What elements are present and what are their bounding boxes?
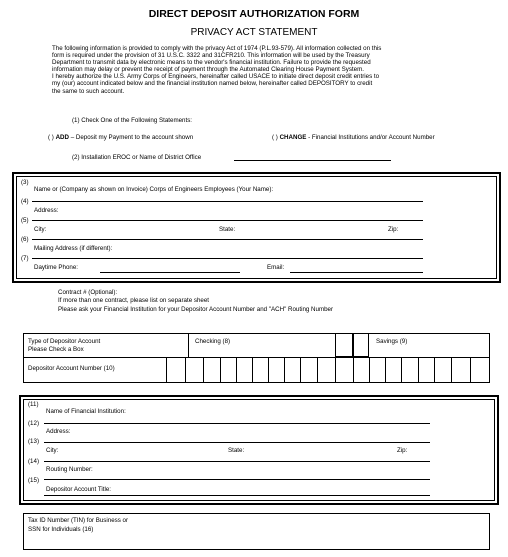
tax-id-sublabel: SSN for Individuals (16) [28, 526, 94, 533]
form-title: DIRECT DEPOSIT AUTHORIZATION FORM [148, 8, 360, 20]
table-divider [23, 357, 490, 358]
field-number: (12) [28, 420, 40, 427]
bank-state-label: State: [228, 447, 245, 454]
field-number: (15) [28, 477, 40, 484]
account-number-cell [401, 357, 402, 383]
daytime-phone-field[interactable] [100, 272, 240, 273]
account-number-cell [335, 357, 336, 383]
add-checkbox[interactable]: ( ) [48, 134, 54, 141]
payee-address-label: Address: [34, 207, 59, 214]
field-number: (11) [28, 401, 39, 408]
account-title-field[interactable] [44, 495, 430, 496]
paragraph-line: form is required under the provision of 31 U.S.C. 3322 and 31CFR210. This information will be used by the Treasury [52, 52, 370, 60]
bank-city-label: City: [46, 447, 59, 454]
account-number-label: Depositor Account Number (10) [28, 365, 115, 372]
account-title-label: Depositor Account Title: [46, 486, 112, 493]
table-divider [188, 333, 189, 357]
account-number-cell [434, 357, 435, 383]
installation-field[interactable] [234, 160, 391, 161]
paragraph-line: the same to such account. [52, 87, 125, 95]
account-number-cell [317, 357, 318, 383]
account-number-cell [203, 357, 204, 383]
mailing-address-field[interactable] [32, 258, 423, 259]
add-option[interactable] [48, 134, 193, 141]
mailing-address-label: Mailing Address (if different): [34, 245, 113, 252]
checking-checkbox[interactable] [335, 333, 353, 357]
paragraph-line: I hereby authorize the U.S. Army Corps of Engineers, hereinafter called USACE to initiate direct deposit credit entries to [52, 73, 380, 81]
bank-zip-label: Zip: [397, 447, 408, 454]
savings-checkbox[interactable] [353, 333, 369, 357]
bank-name-field[interactable] [44, 423, 430, 424]
field-number: (4) [21, 198, 29, 205]
payee-city-state-zip-field[interactable] [32, 239, 423, 240]
routing-number-field[interactable] [44, 479, 430, 480]
account-type-instruction: Please Check a Box [28, 346, 84, 353]
email-field[interactable] [290, 272, 423, 273]
account-number-cell [353, 357, 354, 383]
payee-zip-label: Zip: [388, 226, 399, 233]
payee-name-field[interactable] [32, 201, 423, 202]
payee-city-label: City: [34, 226, 47, 233]
bank-city-state-zip-field[interactable] [44, 461, 430, 462]
field-number: (14) [28, 458, 40, 465]
paragraph-line: my (our) account indicated below and the financial institution named below, hereinafter called DEPOSITORY to credit [52, 80, 373, 88]
checking-label: Checking (8) [195, 338, 231, 345]
contract-label: Contract # (Optional): [58, 289, 118, 296]
account-number-cell [185, 357, 186, 383]
check-statement-prompt: (1) Check One of the Following Statements: [72, 117, 193, 124]
add-label: ADD [55, 134, 69, 141]
payee-name-label: Name or (Company as shown on Invoice) Corps of Engineers Employees (Your Name): [34, 186, 274, 193]
change-label: CHANGE [279, 134, 307, 141]
account-number-cell [385, 357, 386, 383]
email-label: Email: [267, 264, 285, 271]
bank-name-label: Name of Financial Institution: [46, 408, 126, 415]
field-number: (13) [28, 438, 40, 445]
account-number-cell [220, 357, 221, 383]
privacy-paragraph [52, 45, 381, 95]
routing-instruction: Please ask your Financial Institution for your Depositor Account Number and "ACH" Routing Number [58, 306, 334, 313]
field-number: (3) [21, 179, 29, 186]
account-number-cell [268, 357, 269, 383]
field-number: (6) [21, 236, 29, 243]
bank-address-field[interactable] [44, 442, 430, 443]
field-number: (5) [21, 217, 29, 224]
daytime-phone-label: Daytime Phone: [34, 264, 79, 271]
change-option[interactable] [272, 134, 435, 141]
field-number: (7) [21, 255, 29, 262]
routing-number-label: Routing Number: [46, 466, 93, 473]
contract-note: If more than one contract, please list on separate sheet [58, 297, 209, 304]
paragraph-line: The following information is provided to comply with the privacy Act of 1974 (P.L.93-579). All information collected on this [52, 45, 382, 52]
add-description: – Deposit my Payment to the account shown [68, 134, 194, 141]
installation-label: (2) Installation EROC or Name of District Office [72, 154, 202, 161]
paragraph-line: information may delay or prevent the receipt of payment through the Automated Clearing House Payment System. [52, 66, 364, 74]
paragraph-line: Department to transmit data by electronic means to the vendor's financial institution. Failure to provide the requested [52, 59, 371, 67]
bank-address-label: Address: [46, 428, 71, 435]
payee-state-label: State: [219, 226, 236, 233]
change-checkbox[interactable]: ( ) [272, 134, 278, 141]
change-description: - Financial Institutions and/or Account Number [306, 134, 435, 141]
account-number-cell [284, 357, 285, 383]
account-number-cell [166, 357, 167, 383]
account-number-cell [451, 357, 452, 383]
account-number-cell [418, 357, 419, 383]
account-number-cell [252, 357, 253, 383]
account-number-cell [369, 357, 370, 383]
tax-id-label: Tax ID Number (TIN) for Business or [28, 517, 129, 524]
account-type-label: Type of Depositor Account [28, 338, 101, 345]
form-subtitle: PRIVACY ACT STATEMENT [190, 27, 318, 38]
account-number-cell [236, 357, 237, 383]
savings-label: Savings (9) [376, 338, 408, 345]
account-number-cell [300, 357, 301, 383]
account-number-cell [470, 357, 471, 383]
payee-address-field[interactable] [32, 220, 423, 221]
